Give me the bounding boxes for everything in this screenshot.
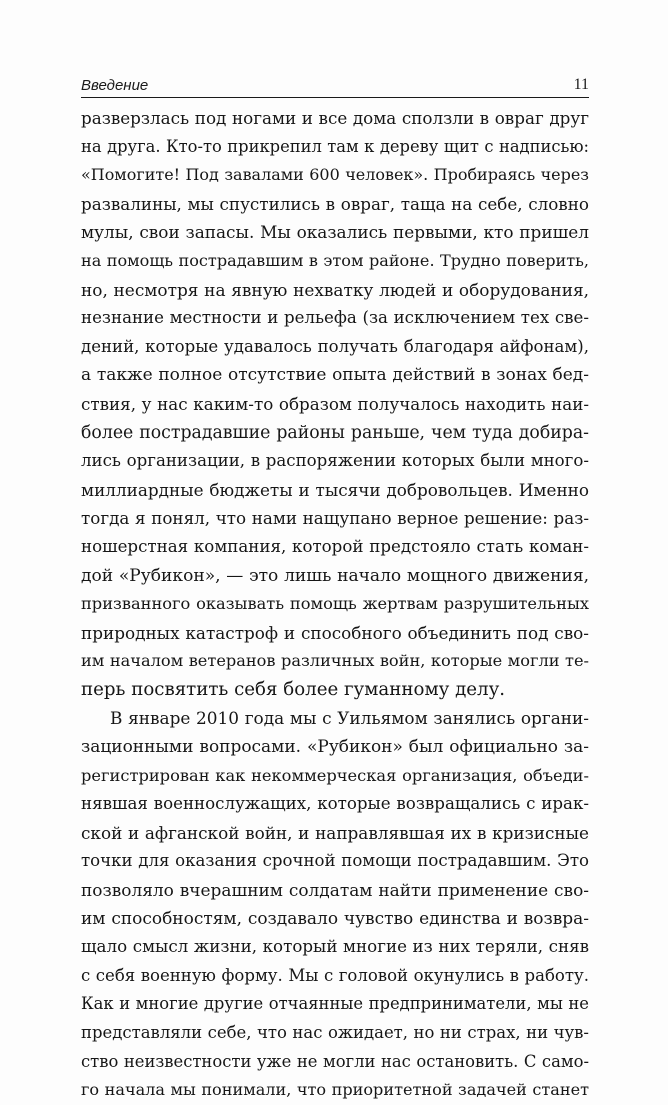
text-line: тогда я понял, что нами нащупано верное решение: раз- (81, 508, 589, 529)
text-line: Как и многие другие отчаянные предприниматели, мы не (81, 994, 589, 1014)
text-line: «Помогите! Под завалами 600 человек». Пробираясь через (81, 165, 589, 185)
text-line: природных катастроф и способного объединить под сво- (81, 622, 589, 643)
text-line: на помощь пострадавшим в этом районе. Трудно поверить, (81, 250, 589, 270)
text-line: с себя военную форму. Мы с головой окунулись в работу. (81, 965, 589, 985)
text-line: а также полное отсутствие опыта действий в зонах бед- (81, 365, 589, 386)
paragraph-1 (81, 104, 589, 704)
text-line: ской и афганской войн, и направлявшая их в кризисные (81, 822, 589, 843)
text-line: ношерстная компания, которой предстояло стать коман- (81, 536, 589, 556)
text-line: лись организации, в распоряжении которых были много- (81, 451, 589, 471)
body-text (81, 104, 589, 1105)
running-header (81, 71, 589, 98)
text-line: позволяло вчерашним солдатам найти применение сво- (81, 880, 589, 901)
text-line: зационными вопросами. «Рубикон» был официально за- (81, 737, 589, 758)
chapter-title: Введение (81, 77, 149, 94)
text-line: го начала мы понимали, что приоритетной задачей станет (81, 1080, 589, 1100)
text-line: миллиардные бюджеты и тысячи добровольцев. Именно (81, 479, 589, 500)
paragraph-2 (81, 704, 589, 1104)
text-line: им способностям, создавало чувство единства и возвра- (81, 908, 589, 929)
text-line: но, несмотря на явную нехватку людей и оборудования, (81, 279, 589, 300)
text-line: В январе 2010 года мы с Уильямом занялись органи- (110, 708, 589, 729)
text-line: нявшая военнослужащих, которые возвращались с ирак- (81, 794, 589, 814)
text-line: развалины, мы спустились в овраг, таща на себе, словно (81, 193, 589, 214)
text-line: ство неизвестности уже не могли нас остановить. С само- (81, 1051, 589, 1071)
text-line: на друга. Кто-то прикрепил там к дереву щит с надписью: (81, 136, 589, 156)
text-line: щало смысл жизни, который многие из них теряли, сняв (81, 937, 589, 957)
page-number: 11 (573, 76, 589, 93)
text-line: им началом ветеранов различных войн, которые могли те- (81, 651, 589, 671)
text-line: незнание местности и рельефа (за исключением тех све- (81, 308, 589, 328)
text-line: дений, которые удавалось получать благодаря айфонам), (81, 336, 589, 356)
text-line: представляли себе, что нас ожидает, но ни страх, ни чув- (81, 1023, 589, 1042)
text-line: ствия, у нас каким-то образом получалось находить наи- (81, 393, 589, 414)
text-line: призванного оказывать помощь жертвам разрушительных (81, 594, 589, 614)
text-line: точки для оказания срочной помощи пострадавшим. Это (81, 851, 589, 871)
text-line: более пострадавшие районы раньше, чем туда добира- (81, 422, 589, 443)
text-line: перь посвятить себя более гуманному делу. (81, 678, 506, 700)
text-line: разверзлась под ногами и все дома сползли в овраг друг (81, 108, 589, 128)
text-line: дой «Рубикон», — это лишь начало мощного движения, (81, 565, 589, 586)
text-line: мулы, свои запасы. Мы оказались первыми, кто пришел (81, 222, 589, 243)
text-line: регистрирован как некоммерческая организация, объеди- (81, 765, 589, 785)
